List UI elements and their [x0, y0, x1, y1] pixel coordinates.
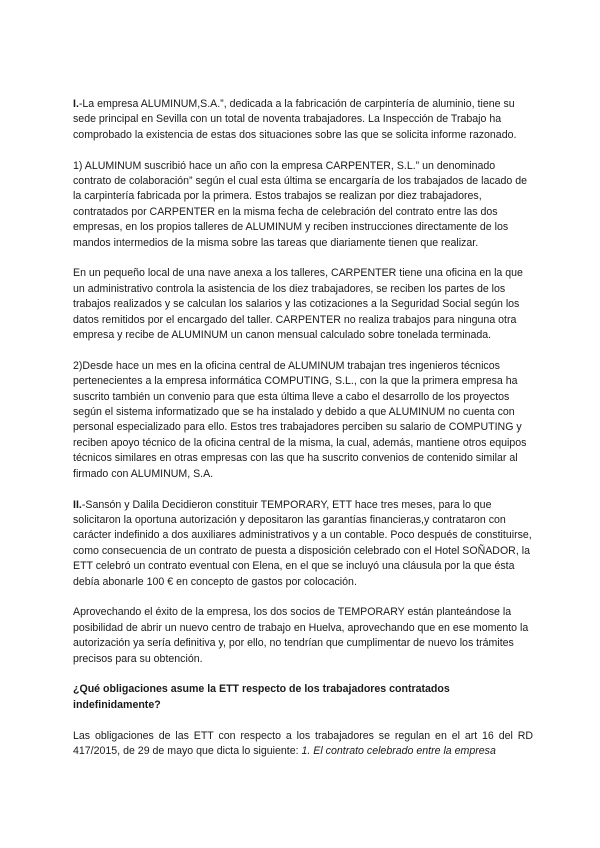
paragraph-case-one-intro — [73, 97, 533, 143]
paragraph-situation-two: 2)Desde hace un mes en la oficina central de ALUMINUM trabajan tres ingenieros técnicos pertenecientes a la empresa informática COMPUTING, S.L., con la que la primera empresa ha suscrito también un convenio para que esta última lleve a cabo el desarrollo de los proyectos según el sistema informatizado que se ha instalado y debido a que ALUMINUM no cuenta con personal especializado para ello. Estos tres trabajadores perciben su salario de COMPUTING y reciben apoyo técnico de la oficina central de la misma, la cual, además, mantiene otros equipos técnicos similares en otras empresas con las que ha suscrito convenios de contenido similar al firmado con ALUMINUM, S.A. — [73, 359, 527, 480]
section-marker-one: I. — [73, 98, 79, 110]
paragraph-answer — [73, 729, 533, 760]
paragraph-carpenter-office: En un pequeño local de una nave anexa a los talleres, CARPENTER tiene una oficina en la que un administrativo controla la asistencia de los diez trabajadores, se reciben los partes de los trabajos realizados y se calculan los salarios y las cotizaciones a la Seguridad Social según los datos remitidos por el encargado del taller. CARPENTER no realiza trabajos para ninguna otra empresa y recibe de ALUMINUM un canon mensual calculado sobre tonelada terminada. — [73, 267, 523, 342]
section-marker-two: II. — [73, 498, 82, 511]
paragraph-situation-one: 1) ALUMINUM suscribió hace un año con la empresa CARPENTER, S.L.” un denominado contrato de colaboración” según el cual esta última se encargaría de los trabajados de lacado de la carpintería fabricada por la primera. Estos trabajos se realizan por diez trabajadores, contratados por CARPENTER en la misma fecha de celebración del contrato entre las dos empresas, en los propios talleres de ALUMINUM y reciben instrucciones directamente de los mandos intermedios de la misma sobre las tareas que diariamente tienen que realizar. — [73, 159, 528, 249]
answer-text: Las obligaciones de las ETT con respecto a los trabajadores se regulan en el art 16 del RD 417/2015, de 29 de mayo que dicta lo siguiente: — [73, 729, 533, 757]
paragraph-case-two-intro — [73, 498, 533, 590]
paragraph-expansion: Aprovechando el éxito de la empresa, los dos socios de TEMPORARY están planteándose la posibilidad de abrir un nuevo centro de trabajo en Huelva, aprovechando que en ese momento la autorización ya sería definitiva y, por ello, no tendrían que cumplimentar de nuevo los trámites precisos para su obtención. — [73, 606, 529, 665]
document-body — [73, 97, 533, 775]
question-heading: ¿Qué obligaciones asume la ETT respecto de los trabajadores contratados indefinidamente? — [73, 683, 450, 711]
paragraph-text: -La empresa ALUMINUM,S.A.”, dedicada a la fabricación de carpintería de aluminio, tiene su sede principal en Sevilla con un total de noventa trabajadores. La Inspección de Trabajo ha comprobado la existencia de estas dos situaciones sobre las que se solicita informe razonado. — [73, 98, 517, 141]
answer-quote: 1. El contrato celebrado entre la empresa — [301, 744, 496, 757]
paragraph-text: -Sansón y Dalila Decidieron constituir TEMPORARY, ETT hace tres meses, para lo que solicitaron la oportuna autorización y depositaron las garantías financieras,y contrataron con carácter indefinido a dos auxiliares administrativos y a un contable. Poco después de constituirse, como consecuencia de un contrato de puesta a disposición celebrado con el Hotel SOÑADOR, la ETT celebró un contrato eventual con Elena, en el que se incluyó una cláusula por la que ésta debía abonarle 100 € en concepto de gastos por colocación. — [73, 498, 532, 588]
